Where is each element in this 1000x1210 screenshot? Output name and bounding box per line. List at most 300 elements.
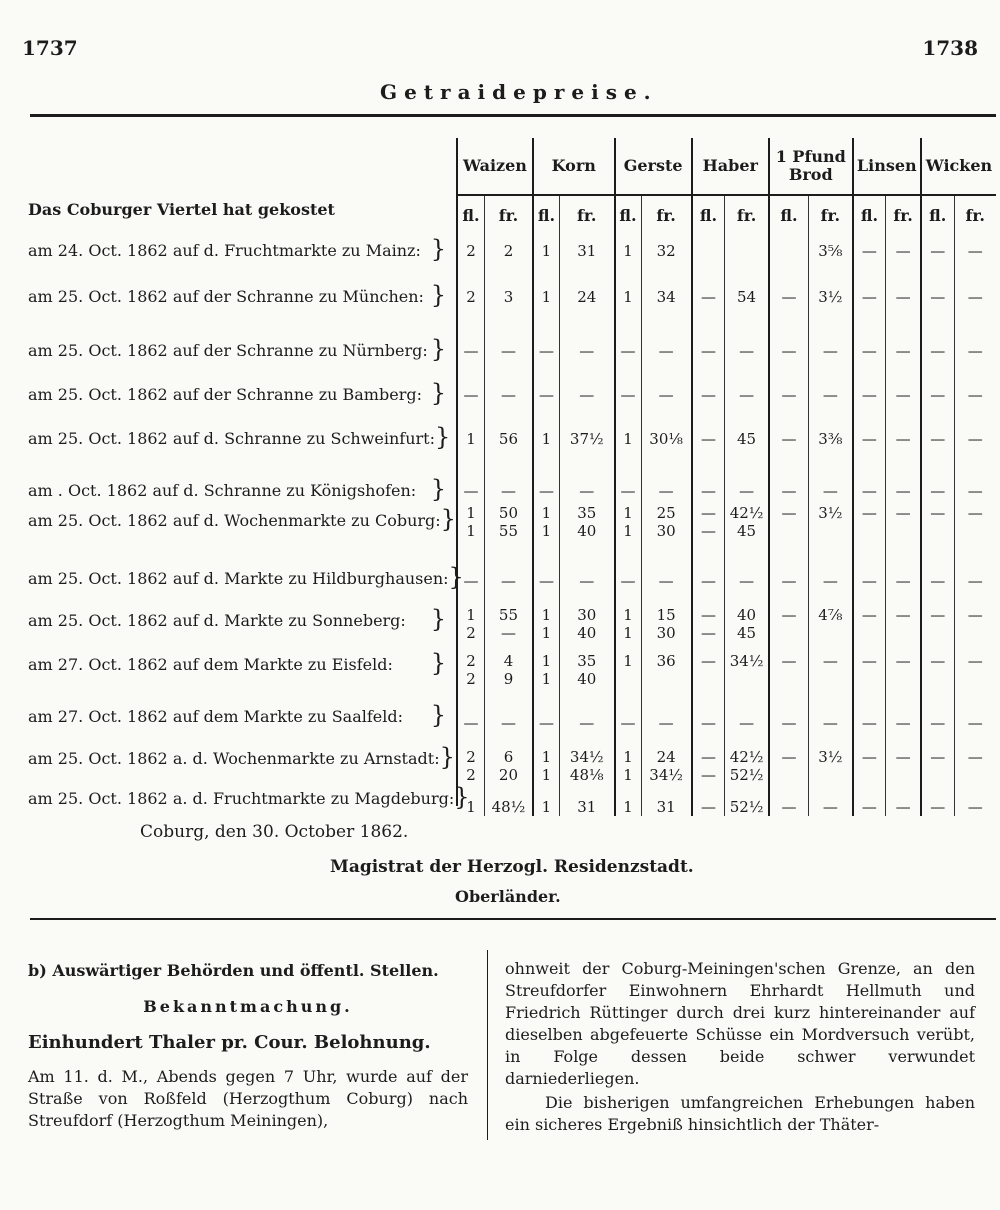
price-cell [921,766,954,784]
price-cell: — [886,404,921,448]
price-cell: — [641,360,692,404]
row-label [28,649,446,677]
price-cell: 34 [641,260,692,306]
price-cell: 40 [725,590,769,624]
price-cell: — [484,306,533,360]
price-cell [921,522,954,540]
price-cell: — [921,732,954,766]
price-cell [886,766,921,784]
price-cell: 3½ [809,732,853,766]
price-cell: — [725,688,769,732]
price-cell: — [769,642,809,670]
brace-mark: } [430,475,446,503]
table-row [458,306,996,360]
price-cell [725,670,769,688]
price-cell: — [809,306,853,360]
price-cell: — [921,234,954,260]
price-cell: — [954,732,996,766]
unit-cell: fr. [559,195,614,234]
price-cell: 25 [641,500,692,522]
price-cell: — [769,784,809,816]
price-cell: — [615,306,641,360]
row-label [28,475,446,503]
row-label-text: am 25. Oct. 1862 auf d. Markte zu Hildburghausen: [28,569,449,588]
section-rule [30,918,996,920]
unit-cell: fr. [886,195,921,234]
table-row [458,766,996,784]
price-cell: — [921,360,954,404]
price-cell: — [809,642,853,670]
row-label-text: am 25. Oct. 1862 a. d. Wochenmarkte zu Arnstadt: [28,749,440,768]
price-cell: 24 [559,260,614,306]
price-cell: — [853,540,886,590]
price-cell: — [886,260,921,306]
price-cell: 2 [484,234,533,260]
price-cell: — [692,642,725,670]
price-cell: 1 [533,766,559,784]
price-cell: — [853,260,886,306]
price-cell: 1 [533,500,559,522]
price-cell: — [692,766,725,784]
unit-cell: fr. [954,195,996,234]
price-cell: — [954,688,996,732]
price-cell: — [954,404,996,448]
table-row [458,732,996,766]
price-cell: 32 [641,234,692,260]
price-cell: — [559,688,614,732]
price-cell: 2 [466,288,476,306]
price-cell: — [692,732,725,766]
table-row [458,404,996,448]
price-cell [809,624,853,642]
price-cell: — [725,360,769,404]
price-cell: — [692,522,725,540]
price-cell: 35 [559,642,614,670]
price-cell: 6 [484,732,533,766]
row-label-text: am 25. Oct. 1862 auf d. Wochenmarkte zu Coburg: [28,511,441,530]
brace-mark: } [430,235,446,263]
price-cell [886,624,921,642]
row-label-text: am 25. Oct. 1862 auf der Schranne zu Nürnberg: [28,341,428,360]
price-cell: 4 [484,642,533,670]
price-cell: 30 [559,590,614,624]
brace-mark: } [430,281,446,309]
price-cell: — [769,306,809,360]
price-cell: — [886,306,921,360]
unit-cell: fr. [484,195,533,234]
price-cell: 45 [725,624,769,642]
price-cell: — [484,540,533,590]
col-header-brod: 1 Pfund Brod [769,138,853,195]
price-cell: — [641,540,692,590]
price-cell: 34½ [559,732,614,766]
price-cell: 1 [533,590,559,624]
table-row [458,642,996,670]
price-cell: 3½ [809,260,853,306]
row-label-text: am 24. Oct. 1862 auf d. Fruchtmarkte zu Mainz: [28,241,421,260]
row-label [28,379,446,407]
price-cell [769,624,809,642]
col-header-haber: Haber [692,138,769,195]
price-cell: 52½ [725,784,769,816]
price-cell [886,670,921,688]
price-cell: — [615,540,641,590]
price-cell: — [886,234,921,260]
price-cell: — [463,714,479,732]
row-label-text: am 25. Oct. 1862 auf der Schranne zu München: [28,287,424,306]
price-cell: — [886,540,921,590]
row-label [28,423,451,451]
price-cell: — [954,784,996,816]
price-cell: — [954,590,996,624]
notice-heading: Bekanntmachung. [143,997,353,1016]
price-cell: 1 [466,430,476,448]
unit-cell: fl. [533,195,559,234]
price-cell: — [886,590,921,624]
unit-cell: fl. [692,195,725,234]
price-cell: 31 [559,234,614,260]
price-cell: 42½ [725,732,769,766]
price-cell: 9 [484,670,533,688]
price-cell: 1 [533,234,559,260]
price-cell: — [921,260,954,306]
price-cell: — [769,540,809,590]
price-cell: 1 [533,260,559,306]
price-cell: 35 [559,500,614,522]
reward-heading: Einhundert Thaler pr. Cour. Belohnung. [28,1032,431,1053]
price-cell: 30 [641,522,692,540]
price-cell [809,670,853,688]
row-label [28,563,464,591]
price-cell: — [559,540,614,590]
row-label [28,605,446,633]
price-cell: — [886,784,921,816]
price-cell: — [921,540,954,590]
price-cell [692,670,725,688]
row-label [28,743,455,771]
price-cell: — [886,360,921,404]
price-cell: — [921,500,954,522]
price-cell: 36 [641,642,692,670]
price-cell: 1 [615,500,641,522]
price-cell: 1 [466,522,476,540]
price-cell: 40 [559,522,614,540]
price-cell: — [853,732,886,766]
price-cell [692,234,725,260]
brace-mark: } [448,563,464,591]
price-cell: — [921,590,954,624]
price-cell: 15 [641,590,692,624]
row-label [28,701,446,729]
price-cell: — [853,404,886,448]
price-cell: — [692,784,725,816]
price-cell: — [853,688,886,732]
price-cell: 2 [466,242,476,260]
price-cell: — [954,306,996,360]
price-cell: — [853,590,886,624]
price-cell [853,522,886,540]
price-cell: — [725,448,769,500]
table-row [458,624,996,642]
price-cell: — [463,482,479,500]
price-cell: — [769,500,809,522]
price-cell: 24 [641,732,692,766]
price-cell: 2 [466,766,476,784]
brace-mark: } [430,379,446,407]
price-cell: — [954,500,996,522]
price-cell: 31 [559,784,614,816]
price-cell: 4⅞ [809,590,853,624]
table-row [458,360,996,404]
price-cell: — [886,448,921,500]
price-cell: — [725,306,769,360]
price-cell: 3⅜ [809,404,853,448]
price-cell: — [954,360,996,404]
price-cell: 52½ [725,766,769,784]
price-table [458,138,996,816]
price-cell [853,624,886,642]
price-cell: 1 [615,642,641,670]
table-row [458,260,996,306]
table-row [458,590,996,624]
unit-cell: fr. [725,195,769,234]
price-cell: 34½ [725,642,769,670]
price-cell: — [886,688,921,732]
brace-mark: } [434,423,451,451]
price-cell: 1 [466,798,476,816]
price-cell: — [692,404,725,448]
left-body-text: Am 11. d. M., Abends gegen 7 Uhr, wurde auf der Straße von Roßfeld (Herzogthum Coburg) nach Streufdorf (Herzogthum Meiningen), [28,1067,468,1130]
price-cell [853,766,886,784]
row-label-text: am . Oct. 1862 auf d. Schranne zu Königshofen: [28,481,417,500]
price-cell: 2 [466,748,476,766]
price-cell: 1 [615,590,641,624]
brace-mark: } [430,701,446,729]
price-cell: 1 [466,606,476,624]
price-cell: — [853,360,886,404]
price-cell: — [692,590,725,624]
price-cell: — [769,404,809,448]
price-cell [769,766,809,784]
page-number-left: 1737 [22,36,78,60]
price-cell: 48⅛ [559,766,614,784]
price-cell: 1 [615,234,641,260]
price-cell: 1 [533,404,559,448]
price-cell: 2 [466,670,476,688]
price-cell: — [463,386,479,404]
table-row [458,784,996,816]
price-cell [921,624,954,642]
price-cell: — [954,234,996,260]
price-cell: — [615,688,641,732]
price-cell: — [559,306,614,360]
price-cell: — [692,500,725,522]
price-cell [769,670,809,688]
price-cell: 1 [615,732,641,766]
price-cell: — [921,642,954,670]
table-row [458,688,996,732]
price-cell: — [484,688,533,732]
price-cell: — [641,306,692,360]
unit-cell: fr. [641,195,692,234]
price-cell: — [533,360,559,404]
price-cell: — [533,306,559,360]
price-cell: — [692,360,725,404]
price-cell: — [641,688,692,732]
price-cell: 37½ [559,404,614,448]
price-cell: — [692,688,725,732]
price-cell [725,234,769,260]
price-cell: — [921,448,954,500]
price-cell: 1 [615,522,641,540]
row-label [28,335,446,363]
table-row [458,234,996,260]
price-cell: — [533,448,559,500]
price-cell: 56 [484,404,533,448]
table-row [458,540,996,590]
price-cell: 1 [533,522,559,540]
price-cell [921,670,954,688]
price-cell: — [533,688,559,732]
price-cell: 40 [559,624,614,642]
row-label [28,505,456,533]
price-cell: 42½ [725,500,769,522]
price-cell: 30 [641,624,692,642]
price-cell: 1 [533,670,559,688]
magistrat-line: Magistrat der Herzogl. Residenzstadt. [330,857,694,877]
price-cell [809,522,853,540]
price-cell: — [484,624,533,642]
price-cell: 1 [466,504,476,522]
price-cell: — [559,360,614,404]
price-cell: — [533,540,559,590]
price-cell: — [853,234,886,260]
row-label-text: am 25. Oct. 1862 auf d. Schranne zu Schweinfurt: [28,429,435,448]
price-cell: 20 [484,766,533,784]
row-label-text: am 27. Oct. 1862 auf dem Markte zu Saalfeld: [28,707,403,726]
price-cell: — [692,448,725,500]
table-header-label: Das Coburger Viertel hat gekostet [28,200,335,219]
row-label [28,235,446,263]
price-cell: 2 [466,652,476,670]
price-cell [641,670,692,688]
price-cell: 55 [484,590,533,624]
price-cell [769,234,809,260]
price-cell: 50 [484,500,533,522]
unit-cell: fl. [615,195,641,234]
price-cell: — [886,500,921,522]
price-cell: — [484,360,533,404]
unit-cell: fl. [921,195,954,234]
price-cell: — [853,642,886,670]
price-cell: 2 [466,624,476,642]
price-cell: — [484,448,533,500]
price-cell: — [921,784,954,816]
price-cell: 1 [615,624,641,642]
row-label-text: am 25. Oct. 1862 auf d. Markte zu Sonneberg: [28,611,406,630]
price-cell [954,624,996,642]
price-cell: — [921,688,954,732]
col-header-wicken: Wicken [921,138,996,195]
price-cell: — [692,306,725,360]
row-label-text: am 25. Oct. 1862 a. d. Fruchtmarkte zu Magdeburg: [28,789,455,808]
price-cell: 3½ [809,500,853,522]
price-cell: — [692,624,725,642]
price-cell: — [886,732,921,766]
price-cell: — [769,360,809,404]
price-cell: — [692,260,725,306]
price-cell: 1 [533,642,559,670]
price-cell [769,522,809,540]
table-row [458,670,996,688]
price-cell: 1 [533,732,559,766]
price-cell [853,670,886,688]
col-header-korn: Korn [533,138,615,195]
brace-mark: } [454,783,470,811]
brace-mark: } [440,505,456,533]
price-cell: 45 [725,522,769,540]
title-rule [30,114,996,117]
price-cell: — [463,572,479,590]
table-row [458,522,996,540]
unit-cell: fl. [458,195,484,234]
price-cell: 1 [615,766,641,784]
price-cell: — [853,784,886,816]
price-cell: 48½ [484,784,533,816]
price-cell [809,766,853,784]
unit-cell: fl. [769,195,809,234]
price-cell: — [809,784,853,816]
price-cell: 1 [615,784,641,816]
price-cell: 3⅝ [809,234,853,260]
unit-cell: fr. [809,195,853,234]
price-cell [954,670,996,688]
brace-mark: } [430,335,446,363]
price-cell: — [769,590,809,624]
price-cell: 1 [533,784,559,816]
price-cell: — [809,688,853,732]
column-divider [487,950,488,1140]
price-cell: 54 [725,260,769,306]
col-header-linsen: Linsen [853,138,921,195]
right-body-text-1: ohnweit der Coburg-Meiningen'schen Grenze, an den Streufdorfer Einwohnern Ehrhardt Hellmuth und Friedrich Rüttinger durch drei kurz hintereinander auf dieselben abgefeuerte Schüsse ein Mordversuch verübt, in Folge dessen beide schwer verwundet darniederliegen. [505,959,975,1088]
table-row [458,448,996,500]
price-cell: — [954,642,996,670]
row-label-text: am 27. Oct. 1862 auf dem Markte zu Eisfeld: [28,655,393,674]
price-cell [886,522,921,540]
price-cell: 3 [484,260,533,306]
price-cell: — [954,448,996,500]
price-cell: — [954,260,996,306]
price-cell: — [954,540,996,590]
price-cell: — [463,342,479,360]
brace-mark: } [430,649,446,677]
price-cell: — [809,540,853,590]
price-cell: — [809,360,853,404]
price-cell: — [809,448,853,500]
page-title: Getraidepreise. [380,80,658,104]
price-cell: 1 [533,624,559,642]
price-cell: 1 [615,260,641,306]
brace-mark: } [439,743,455,771]
price-cell: 45 [725,404,769,448]
price-cell: — [769,688,809,732]
price-cell: — [769,260,809,306]
page-number-right: 1738 [922,36,978,60]
section-heading: b) Auswärtiger Behörden und öffentl. Stellen. [28,961,439,980]
signature: Oberländer. [455,887,561,906]
price-cell: — [853,500,886,522]
